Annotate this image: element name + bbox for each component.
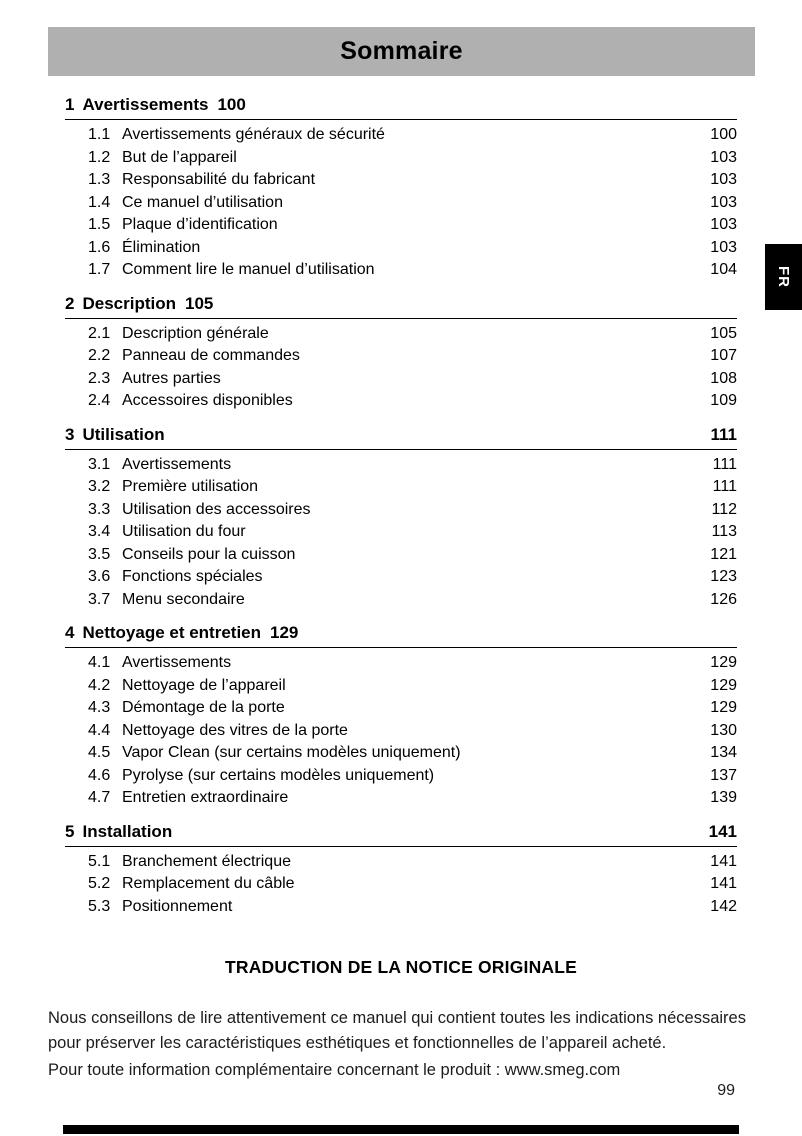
toc-section-utilisation xyxy=(65,420,737,612)
entry-page: 130 xyxy=(710,721,737,739)
entry-title: Remplacement du câble xyxy=(122,875,295,892)
toc-entry xyxy=(65,765,737,788)
entry-page: 111 xyxy=(712,478,737,495)
toc-entry xyxy=(65,851,737,874)
entry-number: 2.4 xyxy=(88,392,111,409)
entry-title: Responsabilité du fabricant xyxy=(122,171,316,188)
toc-entry xyxy=(65,345,737,368)
entry-page: 129 xyxy=(710,654,737,671)
section-number: 4 xyxy=(65,623,75,642)
entry-page: 103 xyxy=(710,238,737,256)
toc-section-installation xyxy=(65,817,737,919)
toc-entry xyxy=(65,237,737,260)
entry-number: 1.6 xyxy=(88,238,111,256)
entry-page: 108 xyxy=(710,369,737,387)
entry-number: 5.3 xyxy=(88,897,111,915)
page-title: Sommaire xyxy=(340,37,463,65)
section-title: Description xyxy=(82,293,176,313)
toc-entry xyxy=(65,787,737,810)
table-of-contents xyxy=(65,90,737,925)
entry-page: 137 xyxy=(710,766,737,784)
entry-title: Branchement électrique xyxy=(122,852,291,870)
toc-section-heading xyxy=(65,420,737,450)
entry-number: 3.7 xyxy=(88,590,111,608)
entry-title: Autres parties xyxy=(122,369,221,387)
section-title: Nettoyage et entretien xyxy=(82,623,262,642)
entry-number: 1.5 xyxy=(88,216,111,233)
entry-title: Première utilisation xyxy=(122,478,259,495)
entry-page: 112 xyxy=(711,500,737,518)
entry-title: Avertissements xyxy=(122,654,232,671)
entry-page: 129 xyxy=(710,699,737,716)
section-page: 111 xyxy=(710,424,737,444)
toc-entry xyxy=(65,589,737,612)
entry-number: 4.6 xyxy=(88,766,111,784)
entry-title: Plaque d’identification xyxy=(122,216,278,233)
section-number: 5 xyxy=(65,821,75,841)
entry-page: 109 xyxy=(710,392,737,409)
entry-title: Positionnement xyxy=(122,897,233,915)
entry-page: 141 xyxy=(710,852,737,870)
entry-number: 4.7 xyxy=(88,789,111,806)
toc-section-heading xyxy=(65,817,737,847)
toc-section-heading xyxy=(65,289,737,319)
entry-page: 103 xyxy=(710,193,737,211)
section-title: Installation xyxy=(82,821,173,841)
entry-page: 104 xyxy=(710,261,737,278)
toc-entry xyxy=(65,521,737,544)
entry-number: 4.5 xyxy=(88,744,111,761)
toc-entry xyxy=(65,697,737,720)
entry-title: Utilisation des accessoires xyxy=(122,500,311,518)
entry-title: Conseils pour la cuisson xyxy=(122,545,296,563)
toc-section-avertissements xyxy=(65,90,737,282)
entry-page: 141 xyxy=(710,875,737,892)
toc-entry xyxy=(65,192,737,215)
entry-number: 2.3 xyxy=(88,369,111,387)
toc-entry xyxy=(65,652,737,675)
entry-number: 1.2 xyxy=(88,148,111,166)
entry-page: 126 xyxy=(710,590,737,608)
entry-number: 3.6 xyxy=(88,568,111,585)
entry-number: 5.1 xyxy=(88,852,111,870)
toc-entry xyxy=(65,896,737,919)
toc-entry xyxy=(65,147,737,170)
section-title: Avertissements xyxy=(82,95,209,114)
entry-page: 105 xyxy=(710,324,737,342)
entry-page: 134 xyxy=(710,744,737,761)
entry-title: Comment lire le manuel d’utilisation xyxy=(122,261,375,278)
entry-title: Nettoyage de l’appareil xyxy=(122,676,286,694)
toc-entry xyxy=(65,390,737,413)
entry-number: 3.2 xyxy=(88,478,111,495)
section-page: 100 xyxy=(217,95,246,114)
toc-entry xyxy=(65,720,737,743)
entry-title: Nettoyage des vitres de la porte xyxy=(122,721,348,739)
entry-title: Menu secondaire xyxy=(122,590,245,608)
entry-number: 2.1 xyxy=(88,324,111,342)
language-tab-label: FR xyxy=(775,266,792,288)
entry-title: Ce manuel d’utilisation xyxy=(122,193,283,211)
toc-items xyxy=(65,319,737,413)
toc-entry xyxy=(65,259,737,282)
entry-title: Vapor Clean (sur certains modèles uniquement) xyxy=(122,744,461,761)
language-tab xyxy=(765,244,802,310)
toc-items xyxy=(65,450,737,612)
entry-number: 1.3 xyxy=(88,171,111,188)
entry-title: Avertissements généraux de sécurité xyxy=(122,126,385,143)
bottom-bar xyxy=(63,1125,739,1134)
toc-entry xyxy=(65,499,737,522)
entry-number: 4.3 xyxy=(88,699,111,716)
entry-page: 139 xyxy=(710,789,737,806)
entry-page: 103 xyxy=(710,148,737,166)
entry-title: Description générale xyxy=(122,324,269,342)
entry-title: Pyrolyse (sur certains modèles uniquement) xyxy=(122,766,435,784)
toc-section-heading xyxy=(65,90,737,120)
entry-title: Fonctions spéciales xyxy=(122,568,263,585)
toc-section-description xyxy=(65,289,737,413)
entry-page: 103 xyxy=(710,171,737,188)
page-title-banner xyxy=(48,27,755,76)
toc-entry xyxy=(65,323,737,346)
section-page: 141 xyxy=(708,821,737,841)
toc-entry xyxy=(65,454,737,477)
entry-page: 111 xyxy=(712,455,737,473)
toc-entry xyxy=(65,169,737,192)
entry-number: 1.7 xyxy=(88,261,111,278)
entry-title: Accessoires disponibles xyxy=(122,392,293,409)
entry-number: 4.4 xyxy=(88,721,111,739)
entry-title: Avertissements xyxy=(122,455,232,473)
toc-entry xyxy=(65,214,737,237)
info-paragraph: Pour toute information complémentaire concernant le produit : www.smeg.com xyxy=(48,1061,621,1079)
toc-entry xyxy=(65,566,737,589)
entry-page: 129 xyxy=(710,676,737,694)
section-number: 3 xyxy=(65,424,75,444)
toc-entry xyxy=(65,368,737,391)
toc-section-nettoyage xyxy=(65,618,737,810)
entry-number: 3.4 xyxy=(88,523,111,540)
entry-page: 100 xyxy=(710,126,737,143)
entry-number: 1.1 xyxy=(88,126,111,143)
toc-entry xyxy=(65,742,737,765)
intro-paragraph: Nous conseillons de lire attentivement ce manuel qui contient toutes les indications nécessaires pour préserver les caractéristiques esthétiques et fonctionnelles de l’appareil acheté. xyxy=(48,1009,746,1052)
entry-page: 113 xyxy=(711,523,737,540)
toc-entry xyxy=(65,675,737,698)
toc-entry xyxy=(65,873,737,896)
entry-number: 4.2 xyxy=(88,676,111,694)
entry-title: Entretien extraordinaire xyxy=(122,789,289,806)
entry-page: 121 xyxy=(710,545,737,563)
toc-section-heading xyxy=(65,618,737,648)
page-number: 99 xyxy=(717,1082,735,1099)
entry-number: 1.4 xyxy=(88,193,111,211)
entry-page: 142 xyxy=(710,897,737,915)
section-page: 129 xyxy=(270,623,299,642)
entry-number: 4.1 xyxy=(88,654,111,671)
section-number: 1 xyxy=(65,95,75,114)
entry-title: Démontage de la porte xyxy=(122,699,285,716)
toc-entry xyxy=(65,476,737,499)
entry-title: But de l’appareil xyxy=(122,148,237,166)
entry-page: 103 xyxy=(710,216,737,233)
entry-number: 3.3 xyxy=(88,500,111,518)
toc-entry xyxy=(65,124,737,147)
toc-items xyxy=(65,648,737,810)
entry-page: 107 xyxy=(710,347,737,364)
section-number: 2 xyxy=(65,293,75,313)
section-title: Utilisation xyxy=(82,424,165,444)
entry-title: Élimination xyxy=(122,238,201,256)
entry-number: 3.5 xyxy=(88,545,111,563)
translation-notice-heading: TRADUCTION DE LA NOTICE ORIGINALE xyxy=(224,957,578,977)
entry-number: 2.2 xyxy=(88,347,111,364)
entry-page: 123 xyxy=(710,568,737,585)
toc-items xyxy=(65,120,737,282)
entry-number: 5.2 xyxy=(88,875,111,892)
section-page: 105 xyxy=(185,293,214,313)
toc-entry xyxy=(65,544,737,567)
entry-number: 3.1 xyxy=(88,455,111,473)
entry-title: Utilisation du four xyxy=(122,523,246,540)
entry-title: Panneau de commandes xyxy=(122,347,300,364)
toc-items xyxy=(65,847,737,919)
